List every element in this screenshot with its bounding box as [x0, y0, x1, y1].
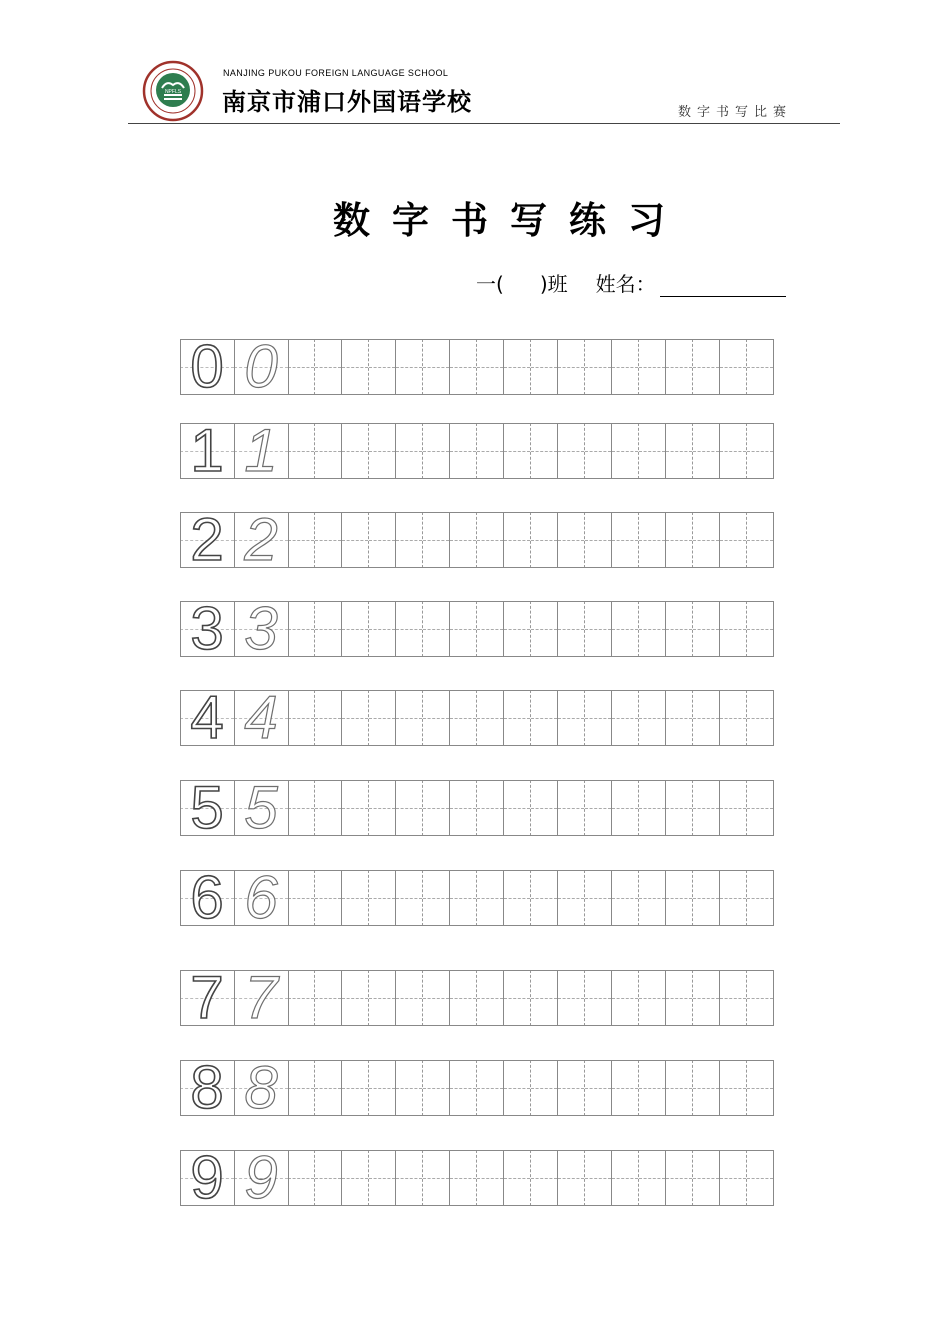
- tracing-digit: 2: [244, 506, 278, 573]
- practice-row-6: [180, 864, 774, 931]
- practice-row-2: [180, 506, 774, 573]
- tracing-digit: 0: [244, 333, 278, 400]
- page-title: 数字书写练习: [333, 199, 687, 242]
- tracing-digit: 7: [244, 964, 278, 1031]
- model-digit: 1: [190, 417, 224, 484]
- model-digit: 7: [190, 964, 224, 1031]
- class-name-line: [476, 268, 786, 297]
- tracing-digit: 1: [244, 417, 278, 484]
- school-name-english: NANJING PUKOU FOREIGN LANGUAGE SCHOOL: [223, 68, 449, 78]
- logo-abbrev: NPFLS: [164, 89, 182, 95]
- model-digit: 3: [190, 595, 224, 662]
- model-digit: 5: [190, 774, 224, 841]
- school-logo-icon: [140, 60, 206, 122]
- tracing-digit: 3: [244, 595, 278, 662]
- school-name-chinese: 南京市浦口外国语学校: [222, 87, 472, 116]
- tracing-digit: 6: [244, 864, 278, 931]
- tracing-digit: 5: [244, 774, 278, 841]
- model-digit: 4: [190, 684, 224, 751]
- tracing-digit: 9: [244, 1144, 278, 1211]
- practice-row-0: [180, 333, 774, 400]
- practice-row-8: [180, 1054, 774, 1121]
- model-digit: 0: [190, 333, 224, 400]
- practice-row-9: [180, 1144, 774, 1211]
- tracing-digit: 4: [244, 684, 278, 751]
- model-digit: 8: [190, 1054, 224, 1121]
- page-header: [128, 58, 840, 124]
- tracing-digit: 8: [244, 1054, 278, 1121]
- header-divider: [128, 123, 840, 124]
- class-label: )班: [539, 272, 568, 296]
- practice-row-5: [180, 774, 774, 841]
- practice-row-4: [180, 684, 774, 751]
- competition-label: 数字书写比赛: [677, 105, 792, 120]
- name-label: 姓名：: [595, 272, 656, 296]
- name-field[interactable]: [660, 274, 786, 297]
- practice-row-1: [180, 417, 774, 484]
- grade-label: 一(: [476, 272, 504, 296]
- practice-row-3: [180, 595, 774, 662]
- model-digit: 6: [190, 864, 224, 931]
- practice-row-7: [180, 964, 774, 1031]
- model-digit: 2: [190, 506, 224, 573]
- model-digit: 9: [190, 1144, 224, 1211]
